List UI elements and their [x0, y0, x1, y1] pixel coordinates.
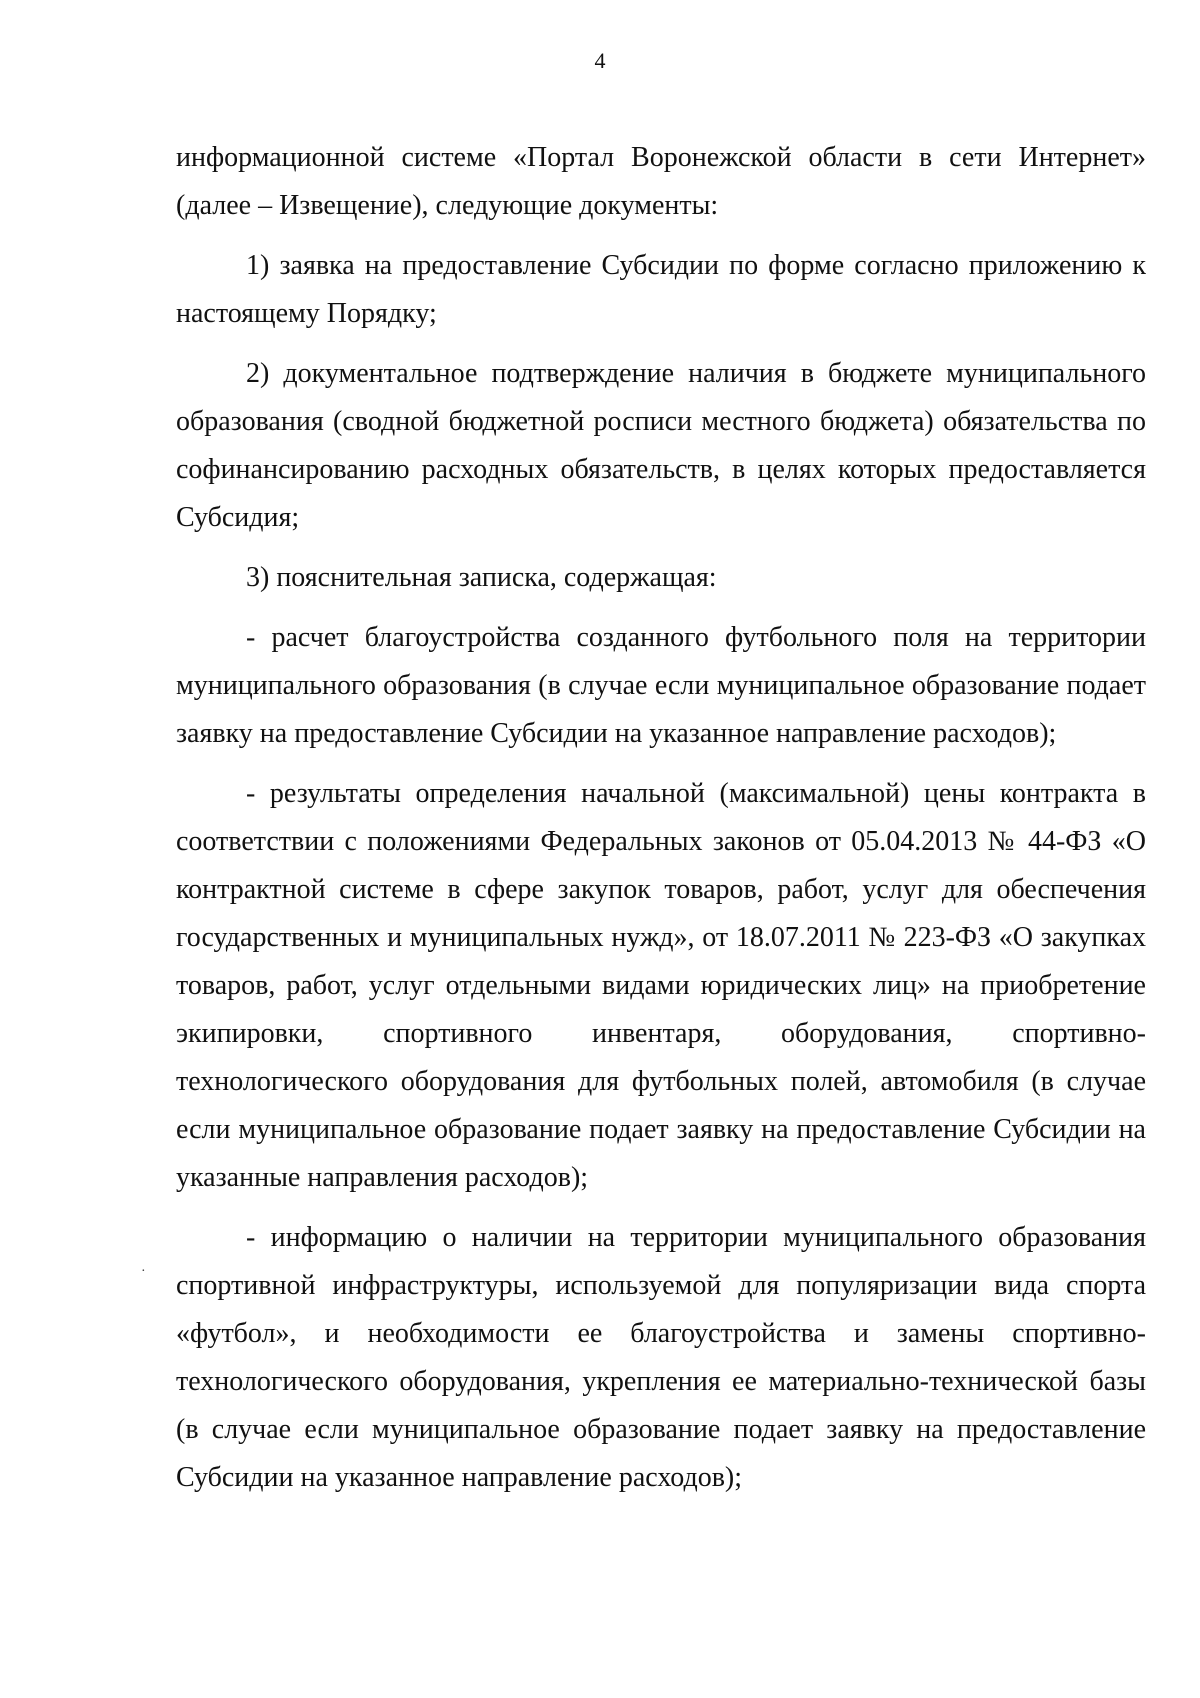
paragraph-item-1: 1) заявка на предоставление Субсидии по форме согласно приложению к настоящему Порядку; — [176, 250, 1146, 329]
margin-dot-mark: · — [141, 1264, 146, 1279]
paragraph-item-2: 2) документальное подтверждение наличия в бюджете муниципального образования (сводной бюджетной росписи местного бюджета) обязательства по софинансированию расходных обязательств, в целях которых предоставляется Субсидия; — [176, 358, 1146, 533]
paragraph-bullet-infrastructure: - информацию о наличии на территории муниципального образования спортивной инфраструктуры, используемой для популяризации вида спорта «футбол», и необходимости ее благоустройства и замены спортивно-технологического оборудования, укрепления ее материально-технической базы (в случае если муниципальное образование подает заявку на предоставление Субсидии на указанное направление расходов); — [176, 1222, 1146, 1493]
paragraph-intro: информационной системе «Портал Воронежской области в сети Интернет» (далее – Извещение), следующие документы: — [176, 142, 1146, 221]
paragraph-bullet-contract-price: - результаты определения начальной (максимальной) цены контракта в соответствии с положениями Федеральных законов от 05.04.2013 № 44-ФЗ «О контрактной системе в сфере закупок товаров, работ, услуг для обеспечения государственных и муниципальных нужд», от 18.07.2011 № 223-ФЗ «О закупках товаров, работ, услуг отдельными видами юридических лиц» на приобретение экипировки, спортивного инвентаря, оборудования, спортивно-технологического оборудования для футбольных полей, автомобиля (в случае если муниципальное образование подает заявку на предоставление Субсидии на указанные направления расходов); — [176, 778, 1146, 1193]
page-number: 4 — [594, 48, 606, 73]
document-body — [176, 134, 1146, 1514]
paragraph-bullet-calculation: - расчет благоустройства созданного футбольного поля на территории муниципального образования (в случае если муниципальное образование подает заявку на предоставление Субсидии на указанное направление расходов); — [176, 622, 1146, 749]
paragraph-item-3: 3) пояснительная записка, содержащая: — [246, 562, 717, 593]
